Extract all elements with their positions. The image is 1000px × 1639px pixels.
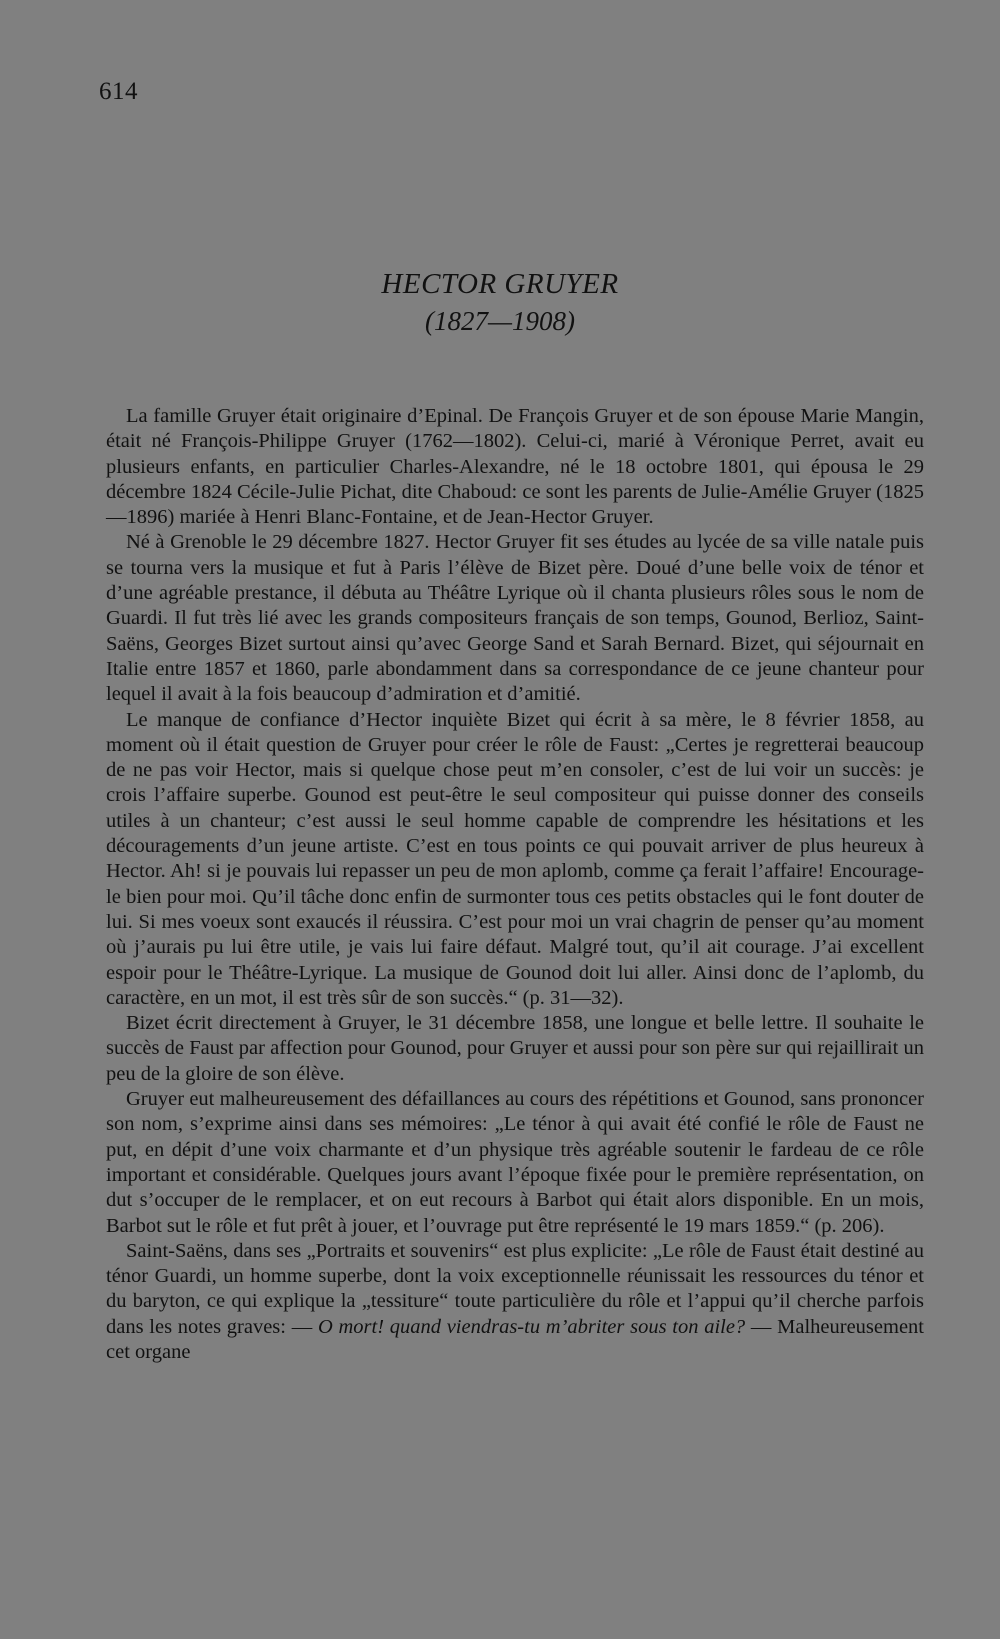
body-text: [106, 404, 924, 1365]
paragraph-family: La famille Gruyer était originaire d’Epinal. De François Gruyer et de son épouse Marie Mangin, était né François-Philippe Gruyer (1762—1802). Celui-ci, marié à Véronique Perret, avait eu plusieurs enfants, en particulier Charles-Alexandre, né le 18 octobre 1801, qui épousa le 29 décembre 1824 Cécile-Julie Pichat, dite Chaboud: ce sont les parents de Julie-Amélie Gruyer (1825—1896) mariée à Henri Blanc-Fontaine, et de Jean-Hector Gruyer.: [106, 405, 924, 529]
paragraph-saint-saens-end: — Malheureusement cet organe: [106, 1315, 924, 1363]
paragraph-saint-saens: [106, 1239, 924, 1365]
paragraph-saint-saens-text: Saint-Saëns, dans ses „Portraits et souvenirs“ est plus explicite: „Le rôle de Faust était destiné au ténor Guardi, un homme superbe, dont la voix exceptionnelle réunissait les ressources du ténor et du baryton, ce qui explique la „tessiture“ toute particulière du rôle et l’appui qu’il cherche parfois dans les notes graves: —: [106, 1239, 924, 1338]
paragraph-saint-saens-quote: O mort! quand viendras-tu m’abriter sous ton aile?: [317, 1315, 746, 1338]
page-number: 614: [99, 78, 138, 105]
page-title: HECTOR GRUYER: [381, 268, 619, 300]
paragraph-bizet-letter-gruyer: Bizet écrit directement à Gruyer, le 31 décembre 1858, une longue et belle lettre. Il souhaite le succès de Faust par affection pour Gounod, pour Gruyer et aussi pour son père sur qui rejaillirait un peu de la gloire de son élève.: [106, 1012, 924, 1085]
paragraph-gounod-memoirs: Gruyer eut malheureusement des défaillances au cours des répétitions et Gounod, sans prononcer son nom, s’exprime ainsi dans ses mémoires: „Le ténor à qui avait été confié le rôle de Faust ne put, en dépit d’une voix charmante et d’un physique très agréable soutenir le fardeau de ce rôle important et considérable. Quelques jours avant l’époque fixée pour le première représentation, on dut s’occuper de le remplacer, et on eut recours à Barbot qui était alors disponible. En un mois, Barbot sut le rôle et fut prêt à jouer, et l’ouvrage put être représenté le 19 mars 1859.“ (p. 206).: [106, 1088, 924, 1237]
paragraph-biography: Né à Grenoble le 29 décembre 1827. Hector Gruyer fit ses études au lycée de sa ville natale puis se tourna vers la musique et fut à Paris l’élève de Bizet père. Doué d’une belle voix de ténor et d’une agréable prestance, il débuta au Théâtre Lyrique où il chanta plusieurs rôles sous le nom de Guardi. Il fut très lié avec les grands compositeurs français de son temps, Gounod, Berlioz, Saint-Saëns, Georges Bizet surtout ainsi qu’avec George Sand et Sarah Bernard. Bizet, qui séjournait en Italie entre 1857 et 1860, parle abondamment dans sa correspondance de ce jeune chanteur pour lequel il avait à la fois beaucoup d’admiration et d’amitié.: [106, 531, 924, 706]
paragraph-bizet-letter-mother: Le manque de confiance d’Hector inquiète Bizet qui écrit à sa mère, le 8 février 1858, au moment où il était question de Gruyer pour créer le rôle de Faust: „Certes je regretterai beaucoup de ne pas voir Hector, mais si quelque chose peut m’en consoler, c’est de lui voir un succès: je crois l’affaire superbe. Gounod est peut-être le seul compositeur qui puisse donner des conseils utiles à un chanteur; c’est aussi le seul homme capable de comprendre les hésitations et les découragements d’un jeune artiste. C’est en tous points ce qui pouvait arriver de plus heureux à Hector. Ah! si je pouvais lui repasser un peu de mon aplomb, comme ça ferait l’affaire! Encourage-le bien pour moi. Qu’il tâche donc enfin de surmonter tous ces petits obstacles qui le font douter de lui. Si mes voeux sont exaucés il réussira. C’est pour moi un vrai chagrin de penser qu’au moment où j’aurais pu lui être utile, je vais lui faire défaut. Malgré tout, qu’il ait courage. J’ai excellent espoir pour le Théâtre-Lyrique. La musique de Gounod doit lui aller. Ainsi donc de l’aplomb, du caractère, en un mot, il est très sûr de son succès.“ (p. 31—32).: [106, 708, 924, 1009]
page-subtitle-dates: (1827—1908): [425, 306, 575, 336]
